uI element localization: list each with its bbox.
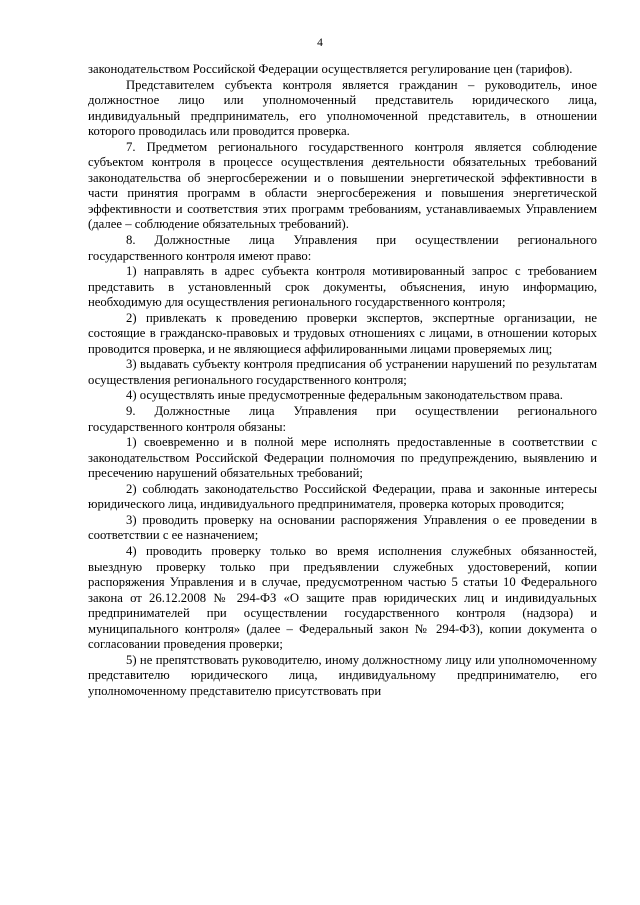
paragraph-item-9-5: 5) не препятствовать руководителю, иному должностному лицу или уполномоченному представителю юридического лица, индивидуальному предпринимателю, его уполномоченному представителю присутствовать при xyxy=(88,652,597,698)
paragraph-item-9-2: 2) соблюдать законодательство Российской Федерации, права и законные интересы юридического лица, индивидуального предпринимателя, проверка которых проводится; xyxy=(88,481,597,512)
paragraph-continuation: законодательством Российской Федерации осуществляется регулирование цен (тарифов). xyxy=(88,62,573,76)
paragraph-item-9-4: 4) проводить проверку только во время исполнения служебных обязанностей, выездную проверку только при предъявлении служебных удостоверений, копии распоряжения Управления и в случае, предусмотренном частью 5 статьи 10 Федерального закона от 26.12.2008 № 294-ФЗ «О защите прав юридических лиц и индивидуальных предпринимателей при осуществлении государственного контроля (надзора) и муниципального контроля» (далее – Федеральный закон № 294-ФЗ), копии документа о согласовании проведения проверки; xyxy=(88,543,597,652)
page-number: 4 xyxy=(317,37,323,49)
paragraph-item-8-3: 3) выдавать субъекту контроля предписания об устранении нарушений по результатам осуществления регионального государственного контроля; xyxy=(88,357,597,387)
paragraph-item-8-1: 1) направлять в адрес субъекта контроля мотивированный запрос с требованием представить в установленный срок документы, объяснения, иную информацию, необходимую для осуществления регионального государственного контроля; xyxy=(88,264,597,310)
paragraph-item-8: 8. Должностные лица Управления при осуществлении регионального государственного контроля имеют право: xyxy=(88,233,597,263)
paragraph-item-9-1: 1) своевременно и в полной мере исполнять предоставленные в соответствии с законодательством Российской Федерации полномочия по предупреждению, выявлению и пресечению нарушений обязательных требований; xyxy=(88,435,597,481)
paragraph-item-9-3: 3) проводить проверку на основании распоряжения Управления о ее проведении в соответствии с ее назначением; xyxy=(88,512,597,543)
paragraph-item-7: 7. Предметом регионального государственного контроля является соблюдение субъектом контроля в процессе осуществления деятельности обязательных требований законодательства об энергосбережении и о повышении энергетической эффективности в части принятия программ в области энергосбережения и повышения энергетической эффективности и соответствия этих программ требованиям, устанавливаемых Управлением (далее – соблюдение обязательных требований). xyxy=(88,139,597,232)
paragraph-representative: Представителем субъекта контроля является гражданин – руководитель, иное должностное лицо или уполномоченный представитель юридического лица, индивидуальный предприниматель, его уполномоченной представитель, в отношении которого проводилась или проводится проверка. xyxy=(88,77,597,139)
paragraph-item-9: 9. Должностные лица Управления при осуществлении регионального государственного контроля обязаны: xyxy=(88,404,597,434)
paragraph-item-8-2: 2) привлекать к проведению проверки экспертов, экспертные организации, не состоящие в гражданско-правовых и трудовых отношениях с лицами, в отношении которых проводится проверка, и не являющиеся аффилированными лицами проверяемых лиц; xyxy=(88,310,597,356)
paragraph-item-8-4: 4) осуществлять иные предусмотренные федеральным законодательством права. xyxy=(126,388,563,403)
document-body xyxy=(88,62,597,699)
